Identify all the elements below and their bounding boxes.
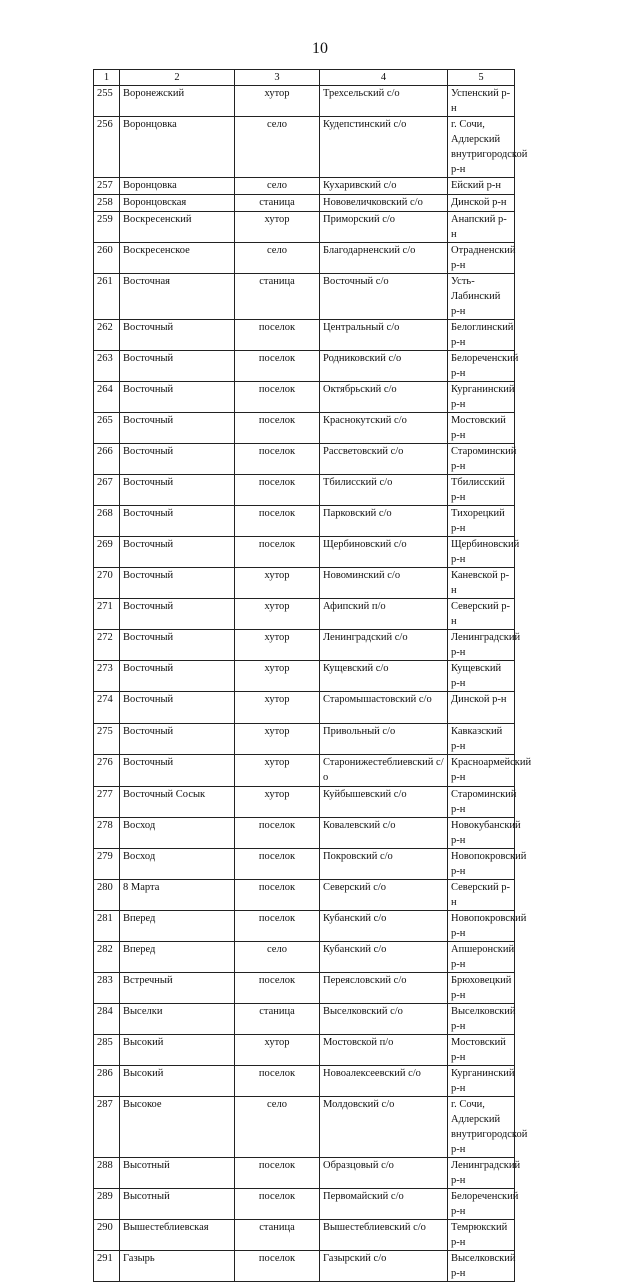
council-cell: Первомайский с/о: [320, 1189, 448, 1220]
settlement-type-cell: поселок: [235, 382, 320, 413]
district-cell: Выселковский р-н: [448, 1251, 515, 1282]
council-cell: Центральный с/о: [320, 320, 448, 351]
district-cell: Кущевский р-н: [448, 661, 515, 692]
settlement-type-cell: село: [235, 117, 320, 178]
settlement-type-cell: поселок: [235, 351, 320, 382]
district-cell: Динской р-н: [448, 692, 515, 724]
table-row: [94, 880, 515, 911]
settlement-type-cell: поселок: [235, 880, 320, 911]
table-row: [94, 942, 515, 973]
table-row: [94, 178, 515, 195]
row-number-cell: 285: [94, 1035, 120, 1066]
row-number-cell: 277: [94, 787, 120, 818]
row-number-cell: 266: [94, 444, 120, 475]
settlement-name-cell: Воскресенское: [120, 243, 235, 274]
settlement-name-cell: Вперед: [120, 942, 235, 973]
settlement-type-cell: хутор: [235, 599, 320, 630]
row-number-cell: 291: [94, 1251, 120, 1282]
row-number-cell: 264: [94, 382, 120, 413]
table-row: [94, 661, 515, 692]
district-cell: Новопокровский р-н: [448, 911, 515, 942]
district-cell: Северский р-н: [448, 880, 515, 911]
row-number-cell: 290: [94, 1220, 120, 1251]
table-row: [94, 475, 515, 506]
table-row: [94, 630, 515, 661]
table-row: [94, 787, 515, 818]
table-row: [94, 1097, 515, 1158]
settlement-name-cell: Выселки: [120, 1004, 235, 1035]
settlement-name-cell: Восточный: [120, 506, 235, 537]
council-cell: Северский с/о: [320, 880, 448, 911]
row-number-cell: 279: [94, 849, 120, 880]
district-cell: Староминский р-н: [448, 787, 515, 818]
row-number-cell: 257: [94, 178, 120, 195]
settlement-type-cell: станица: [235, 195, 320, 212]
settlement-type-cell: поселок: [235, 973, 320, 1004]
settlement-type-cell: станица: [235, 1220, 320, 1251]
settlement-type-cell: поселок: [235, 537, 320, 568]
council-cell: Тбилисский с/о: [320, 475, 448, 506]
council-cell: Молдовский с/о: [320, 1097, 448, 1158]
settlement-name-cell: Восточный: [120, 351, 235, 382]
council-cell: Кудепстинский с/о: [320, 117, 448, 178]
row-number-cell: 267: [94, 475, 120, 506]
settlement-type-cell: хутор: [235, 86, 320, 117]
council-cell: Нововеличковский с/о: [320, 195, 448, 212]
council-cell: Старомышастовский с/о: [320, 692, 448, 724]
settlement-type-cell: хутор: [235, 1035, 320, 1066]
council-cell: Трехсельский с/о: [320, 86, 448, 117]
table-row: [94, 506, 515, 537]
district-cell: Ленинградский р-н: [448, 1158, 515, 1189]
settlement-name-cell: Газырь: [120, 1251, 235, 1282]
settlement-type-cell: хутор: [235, 630, 320, 661]
table-row: [94, 351, 515, 382]
settlement-name-cell: Восточный: [120, 692, 235, 724]
council-cell: Афипский п/о: [320, 599, 448, 630]
row-number-cell: 268: [94, 506, 120, 537]
settlement-name-cell: Восточный: [120, 382, 235, 413]
council-cell: Новоминский с/о: [320, 568, 448, 599]
settlement-name-cell: Высокое: [120, 1097, 235, 1158]
district-cell: Белореченский р-н: [448, 351, 515, 382]
column-header: 2: [120, 70, 235, 86]
settlement-type-cell: хутор: [235, 568, 320, 599]
settlement-type-cell: поселок: [235, 475, 320, 506]
settlement-type-cell: станица: [235, 274, 320, 320]
council-cell: Краснокутский с/о: [320, 413, 448, 444]
table-row: [94, 755, 515, 787]
row-number-cell: 286: [94, 1066, 120, 1097]
settlement-name-cell: Восточный: [120, 661, 235, 692]
council-cell: Переясловский с/о: [320, 973, 448, 1004]
district-cell: Ленинградский р-н: [448, 630, 515, 661]
council-cell: Образцовый с/о: [320, 1158, 448, 1189]
column-header: 4: [320, 70, 448, 86]
district-cell: Анапский р-н: [448, 212, 515, 243]
district-cell: Мостовский р-н: [448, 1035, 515, 1066]
table-row: [94, 1220, 515, 1251]
council-cell: Кубанский с/о: [320, 942, 448, 973]
settlement-type-cell: хутор: [235, 661, 320, 692]
table-row: [94, 1251, 515, 1282]
district-cell: Тихорецкий р-н: [448, 506, 515, 537]
settlement-type-cell: хутор: [235, 724, 320, 755]
row-number-cell: 276: [94, 755, 120, 787]
table-row: [94, 86, 515, 117]
settlement-name-cell: Высокий: [120, 1035, 235, 1066]
settlement-name-cell: Восточный: [120, 568, 235, 599]
district-cell: Староминский р-н: [448, 444, 515, 475]
row-number-cell: 272: [94, 630, 120, 661]
table-row: [94, 911, 515, 942]
council-cell: Вышестеблиевский с/о: [320, 1220, 448, 1251]
council-cell: Ленинградский с/о: [320, 630, 448, 661]
settlement-name-cell: Высокий: [120, 1066, 235, 1097]
table-row: [94, 117, 515, 178]
council-cell: Выселковский с/о: [320, 1004, 448, 1035]
row-number-cell: 284: [94, 1004, 120, 1035]
council-cell: Покровский с/о: [320, 849, 448, 880]
district-cell: Отрадненский р-н: [448, 243, 515, 274]
council-cell: Старонижестеблиевский с/о: [320, 755, 448, 787]
council-cell: Привольный с/о: [320, 724, 448, 755]
table-row: [94, 382, 515, 413]
settlement-type-cell: поселок: [235, 444, 320, 475]
table-row: [94, 537, 515, 568]
row-number-cell: 265: [94, 413, 120, 444]
row-number-cell: 282: [94, 942, 120, 973]
council-cell: Новоалексеевский с/о: [320, 1066, 448, 1097]
table-row: [94, 599, 515, 630]
settlement-type-cell: хутор: [235, 787, 320, 818]
district-cell: Курганинский р-н: [448, 1066, 515, 1097]
settlement-type-cell: село: [235, 942, 320, 973]
table-row: [94, 973, 515, 1004]
settlement-name-cell: Встречный: [120, 973, 235, 1004]
council-cell: Восточный с/о: [320, 274, 448, 320]
district-cell: Ейский р-н: [448, 178, 515, 195]
district-cell: Брюховецкий р-н: [448, 973, 515, 1004]
council-cell: Рассветовский с/о: [320, 444, 448, 475]
district-cell: Белоглинский р-н: [448, 320, 515, 351]
council-cell: Ковалевский с/о: [320, 818, 448, 849]
settlement-type-cell: хутор: [235, 692, 320, 724]
district-cell: Кавказский р-н: [448, 724, 515, 755]
table-row: [94, 1035, 515, 1066]
table-header-row: [94, 70, 515, 86]
settlement-name-cell: Воронцовка: [120, 117, 235, 178]
table-row: [94, 212, 515, 243]
settlement-name-cell: Восход: [120, 849, 235, 880]
row-number-cell: 263: [94, 351, 120, 382]
settlement-name-cell: Воскресенский: [120, 212, 235, 243]
council-cell: Куйбышевский с/о: [320, 787, 448, 818]
settlement-type-cell: хутор: [235, 755, 320, 787]
district-cell: Белореченский р-н: [448, 1189, 515, 1220]
table-row: [94, 413, 515, 444]
settlement-name-cell: Восточный: [120, 599, 235, 630]
council-cell: Щербиновский с/о: [320, 537, 448, 568]
settlement-name-cell: 8 Марта: [120, 880, 235, 911]
row-number-cell: 260: [94, 243, 120, 274]
settlement-type-cell: хутор: [235, 212, 320, 243]
column-header: 1: [94, 70, 120, 86]
settlement-type-cell: село: [235, 1097, 320, 1158]
row-number-cell: 287: [94, 1097, 120, 1158]
district-cell: Динской р-н: [448, 195, 515, 212]
council-cell: Кухаривский с/о: [320, 178, 448, 195]
district-cell: Курганинский р-н: [448, 382, 515, 413]
district-cell: Успенский р-н: [448, 86, 515, 117]
table-row: [94, 568, 515, 599]
settlement-name-cell: Воронежский: [120, 86, 235, 117]
district-cell: Выселковский р-н: [448, 1004, 515, 1035]
settlement-type-cell: поселок: [235, 413, 320, 444]
settlement-name-cell: Восточный: [120, 444, 235, 475]
table-row: [94, 243, 515, 274]
district-cell: Новопокровский р-н: [448, 849, 515, 880]
row-number-cell: 261: [94, 274, 120, 320]
row-number-cell: 262: [94, 320, 120, 351]
column-header: 5: [448, 70, 515, 86]
settlement-type-cell: поселок: [235, 849, 320, 880]
row-number-cell: 289: [94, 1189, 120, 1220]
settlements-table: [93, 69, 532, 1282]
row-number-cell: 258: [94, 195, 120, 212]
settlement-type-cell: поселок: [235, 1251, 320, 1282]
settlement-name-cell: Восточный: [120, 724, 235, 755]
row-number-cell: 283: [94, 973, 120, 1004]
table-row: [94, 195, 515, 212]
row-number-cell: 270: [94, 568, 120, 599]
council-cell: Газырский с/о: [320, 1251, 448, 1282]
district-cell: Усть-Лабинский р-н: [448, 274, 515, 320]
row-number-cell: 281: [94, 911, 120, 942]
settlement-type-cell: село: [235, 243, 320, 274]
table-row: [94, 444, 515, 475]
district-cell: г. Сочи, Адлерский внутригородской р-н: [448, 117, 515, 178]
council-cell: Октябрьский с/о: [320, 382, 448, 413]
settlement-name-cell: Воронцовка: [120, 178, 235, 195]
table-row: [94, 320, 515, 351]
column-header: 3: [235, 70, 320, 86]
district-cell: Каневской р-н: [448, 568, 515, 599]
row-number-cell: 255: [94, 86, 120, 117]
settlement-name-cell: Восточный Сосык: [120, 787, 235, 818]
row-number-cell: 280: [94, 880, 120, 911]
district-cell: Новокубанский р-н: [448, 818, 515, 849]
council-cell: Кубанский с/о: [320, 911, 448, 942]
council-cell: Благодарненский с/о: [320, 243, 448, 274]
council-cell: Парковский с/о: [320, 506, 448, 537]
settlement-type-cell: станица: [235, 1004, 320, 1035]
row-number-cell: 275: [94, 724, 120, 755]
table-row: [94, 724, 515, 755]
settlement-name-cell: Восточная: [120, 274, 235, 320]
table-row: [94, 849, 515, 880]
row-number-cell: 271: [94, 599, 120, 630]
settlement-type-cell: село: [235, 178, 320, 195]
council-cell: Мостовской п/о: [320, 1035, 448, 1066]
settlement-name-cell: Вперед: [120, 911, 235, 942]
settlement-name-cell: Восточный: [120, 537, 235, 568]
table-row: [94, 692, 515, 724]
table-row: [94, 274, 515, 320]
page-number: 10: [312, 40, 328, 57]
settlement-type-cell: поселок: [235, 818, 320, 849]
row-number-cell: 256: [94, 117, 120, 178]
district-cell: г. Сочи, Адлерский внутригородской р-н: [448, 1097, 515, 1158]
district-cell: Мостовский р-н: [448, 413, 515, 444]
table-row: [94, 818, 515, 849]
table-row: [94, 1189, 515, 1220]
settlement-name-cell: Воронцовская: [120, 195, 235, 212]
row-number-cell: 274: [94, 692, 120, 724]
district-cell: Щербиновский р-н: [448, 537, 515, 568]
district-cell: Апшеронский р-н: [448, 942, 515, 973]
settlement-name-cell: Восточный: [120, 630, 235, 661]
district-cell: Северский р-н: [448, 599, 515, 630]
settlement-name-cell: Восход: [120, 818, 235, 849]
settlement-name-cell: Восточный: [120, 413, 235, 444]
settlement-type-cell: поселок: [235, 320, 320, 351]
council-cell: Приморский с/о: [320, 212, 448, 243]
row-number-cell: 259: [94, 212, 120, 243]
council-cell: Кущевский с/о: [320, 661, 448, 692]
district-cell: Тбилисский р-н: [448, 475, 515, 506]
settlement-name-cell: Вышестеблиевская: [120, 1220, 235, 1251]
settlement-name-cell: Высотный: [120, 1158, 235, 1189]
settlement-type-cell: поселок: [235, 1189, 320, 1220]
table-row: [94, 1158, 515, 1189]
settlement-name-cell: Восточный: [120, 320, 235, 351]
row-number-cell: 278: [94, 818, 120, 849]
settlement-type-cell: поселок: [235, 1066, 320, 1097]
settlement-type-cell: поселок: [235, 911, 320, 942]
table-row: [94, 1066, 515, 1097]
district-cell: Красноармейский р-н: [448, 755, 515, 787]
settlement-name-cell: Высотный: [120, 1189, 235, 1220]
settlement-name-cell: Восточный: [120, 755, 235, 787]
row-number-cell: 288: [94, 1158, 120, 1189]
district-cell: Темрюкский р-н: [448, 1220, 515, 1251]
row-number-cell: 269: [94, 537, 120, 568]
settlement-name-cell: Восточный: [120, 475, 235, 506]
row-number-cell: 273: [94, 661, 120, 692]
settlement-type-cell: поселок: [235, 1158, 320, 1189]
settlement-type-cell: поселок: [235, 506, 320, 537]
council-cell: Родниковский с/о: [320, 351, 448, 382]
table-row: [94, 1004, 515, 1035]
